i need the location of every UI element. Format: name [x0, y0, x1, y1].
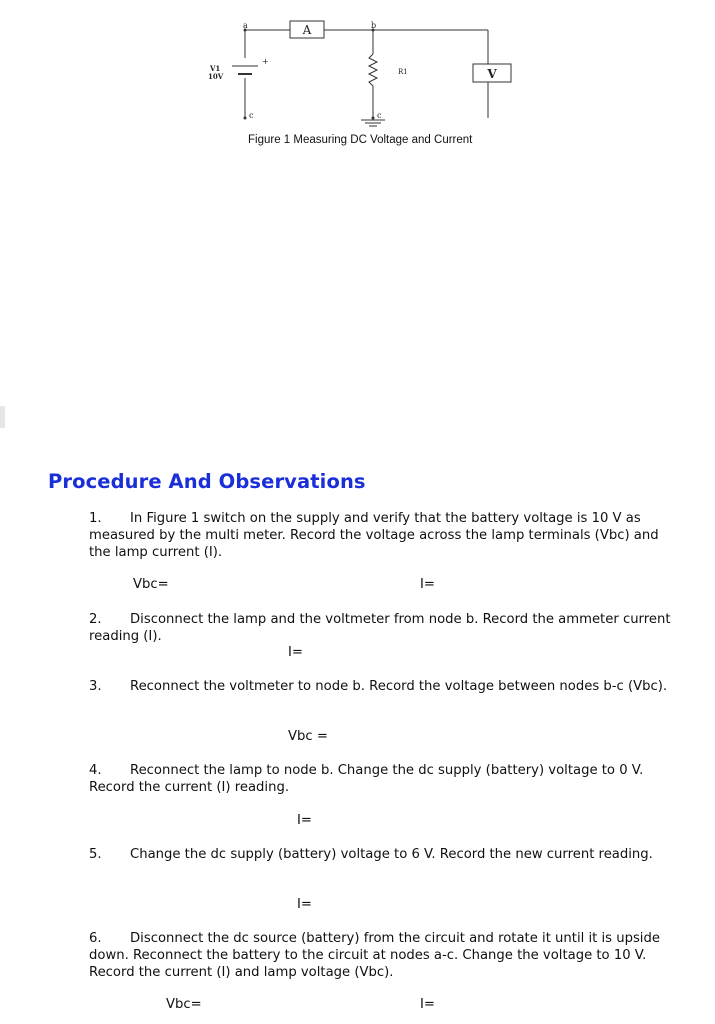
step-text: Change the dc supply (battery) voltage to 6 V. Record the new current reading. [130, 847, 653, 862]
step-text: Reconnect the lamp to node b. Change the dc supply (battery) voltage to 0 V. Record the current (I) reading. [89, 763, 644, 795]
procedure-step-5 [89, 846, 679, 863]
node-a-label: a [243, 21, 248, 30]
procedure-step-1 [89, 510, 679, 561]
step-number: 5. [89, 847, 102, 862]
current-label: I= [297, 813, 312, 828]
current-label: I= [420, 997, 435, 1012]
node-c-right-dot [372, 117, 375, 120]
procedure-step-3 [89, 678, 679, 695]
edge-marker [0, 406, 5, 428]
procedure-step-2 [89, 611, 679, 645]
current-label: I= [288, 645, 303, 660]
step-number: 2. [89, 612, 102, 627]
vbc-label: Vbc= [133, 577, 169, 592]
node-c-left-label: c [249, 111, 254, 120]
ammeter-label: A [302, 23, 312, 37]
step-text: Disconnect the dc source (battery) from the circuit and rotate it until it is upside down. Reconnect the battery to the circuit at nodes a-c. Change the voltage to 10 V. Record the current (I) and lamp voltage (Vbc). [89, 931, 660, 980]
circuit-diagram [190, 18, 530, 136]
procedure-step-4 [89, 762, 679, 796]
current-label: I= [297, 897, 312, 912]
step-number: 1. [89, 511, 102, 526]
vbc-label: Vbc= [166, 997, 202, 1012]
voltmeter-label: V [487, 67, 497, 81]
resistor-zigzag [369, 54, 377, 86]
step-text: Reconnect the voltmeter to node b. Record the voltage between nodes b-c (Vbc). [130, 679, 668, 694]
source-value-label: 10V [208, 72, 224, 81]
step-number: 6. [89, 931, 102, 946]
resistor-label: R1 [398, 68, 408, 76]
source-name-label: V1 [210, 64, 221, 73]
step-number: 3. [89, 679, 102, 694]
step-text: Disconnect the lamp and the voltmeter from node b. Record the ammeter current reading (I). [89, 612, 671, 644]
node-b-label: b [371, 21, 377, 30]
plus-label: + [262, 57, 269, 66]
node-c-right-label: c [377, 111, 382, 120]
procedure-step-6 [89, 930, 679, 981]
step-text: In Figure 1 switch on the supply and verify that the battery voltage is 10 V as measured by the multi meter. Record the voltage across the lamp terminals (Vbc) and the lamp current (I). [89, 511, 659, 560]
vbc-label: Vbc = [288, 729, 328, 744]
step-number: 4. [89, 763, 102, 778]
section-heading: Procedure And Observations [48, 470, 366, 493]
node-c-left-dot [244, 117, 247, 120]
current-label: I= [420, 577, 435, 592]
figure-caption: Figure 1 Measuring DC Voltage and Current [248, 134, 473, 146]
